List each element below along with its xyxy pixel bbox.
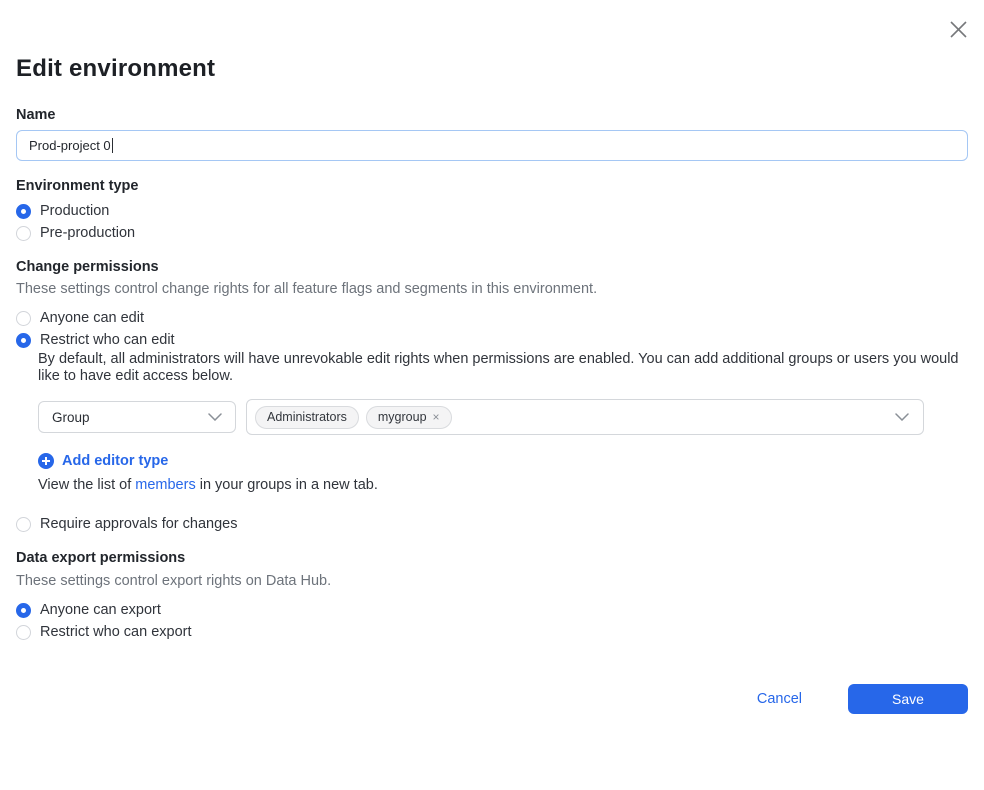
editor-selects-row (38, 399, 968, 435)
chevron-down-icon (208, 413, 222, 421)
tag-administrators: Administrators (255, 406, 359, 429)
radio-selected-icon (16, 204, 31, 219)
restrict-edit-description: By default, all administrators will have unrevokable edit rights when permissions are enabled. You can add additional groups or users you would like to have edit access below. (38, 351, 959, 384)
radio-anyone-can-export[interactable]: Anyone can export (16, 599, 968, 621)
data-export-permissions-label: Data export permissions (16, 550, 186, 566)
radio-require-approvals[interactable]: Require approvals for changes (16, 513, 968, 535)
chevron-down-icon (895, 413, 909, 421)
radio-selected-icon (16, 333, 31, 348)
radio-restrict-who-can-edit[interactable]: Restrict who can edit (16, 329, 968, 351)
data-export-options (16, 599, 968, 643)
radio-production[interactable]: Production (16, 200, 968, 222)
members-link[interactable]: members (135, 477, 196, 493)
text-cursor (112, 138, 113, 153)
close-button[interactable] (946, 17, 970, 41)
add-editor-type-button[interactable]: Add editor type (38, 453, 168, 469)
name-input[interactable] (16, 130, 968, 161)
name-input-value: Prod-project 0 (29, 138, 111, 153)
radio-anyone-can-edit[interactable]: Anyone can edit (16, 307, 968, 329)
environment-type-options (16, 200, 968, 244)
radio-selected-icon (16, 603, 31, 618)
radio-unselected-icon (16, 625, 31, 640)
tag-mygroup: mygroup × (366, 406, 452, 429)
close-icon (948, 19, 969, 40)
radio-restrict-who-can-export[interactable]: Restrict who can export (16, 621, 968, 643)
restrict-edit-block (38, 351, 968, 494)
plus-circle-icon (38, 453, 54, 469)
page-title: Edit environment (16, 55, 216, 82)
members-multiselect[interactable] (246, 399, 924, 435)
radio-pre-production[interactable]: Pre-production (16, 222, 968, 244)
radio-unselected-icon (16, 226, 31, 241)
data-export-permissions-description: These settings control export rights on Data Hub. (16, 573, 332, 589)
remove-tag-icon[interactable]: × (432, 410, 440, 424)
change-permissions-options (16, 307, 968, 535)
change-permissions-description: These settings control change rights for all feature flags and segments in this environment. (16, 281, 598, 297)
change-permissions-label: Change permissions (16, 259, 159, 275)
radio-unselected-icon (16, 311, 31, 326)
save-button[interactable]: Save (848, 684, 968, 714)
editor-type-select[interactable] (38, 401, 236, 433)
members-note: View the list of members in your groups in a new tab. (38, 477, 378, 493)
radio-unselected-icon (16, 517, 31, 532)
editor-type-select-value: Group (52, 409, 90, 425)
name-label: Name (16, 107, 56, 123)
cancel-button[interactable]: Cancel (756, 691, 802, 707)
selected-tags (255, 406, 895, 429)
environment-type-label: Environment type (16, 178, 139, 194)
modal-footer (16, 684, 968, 714)
